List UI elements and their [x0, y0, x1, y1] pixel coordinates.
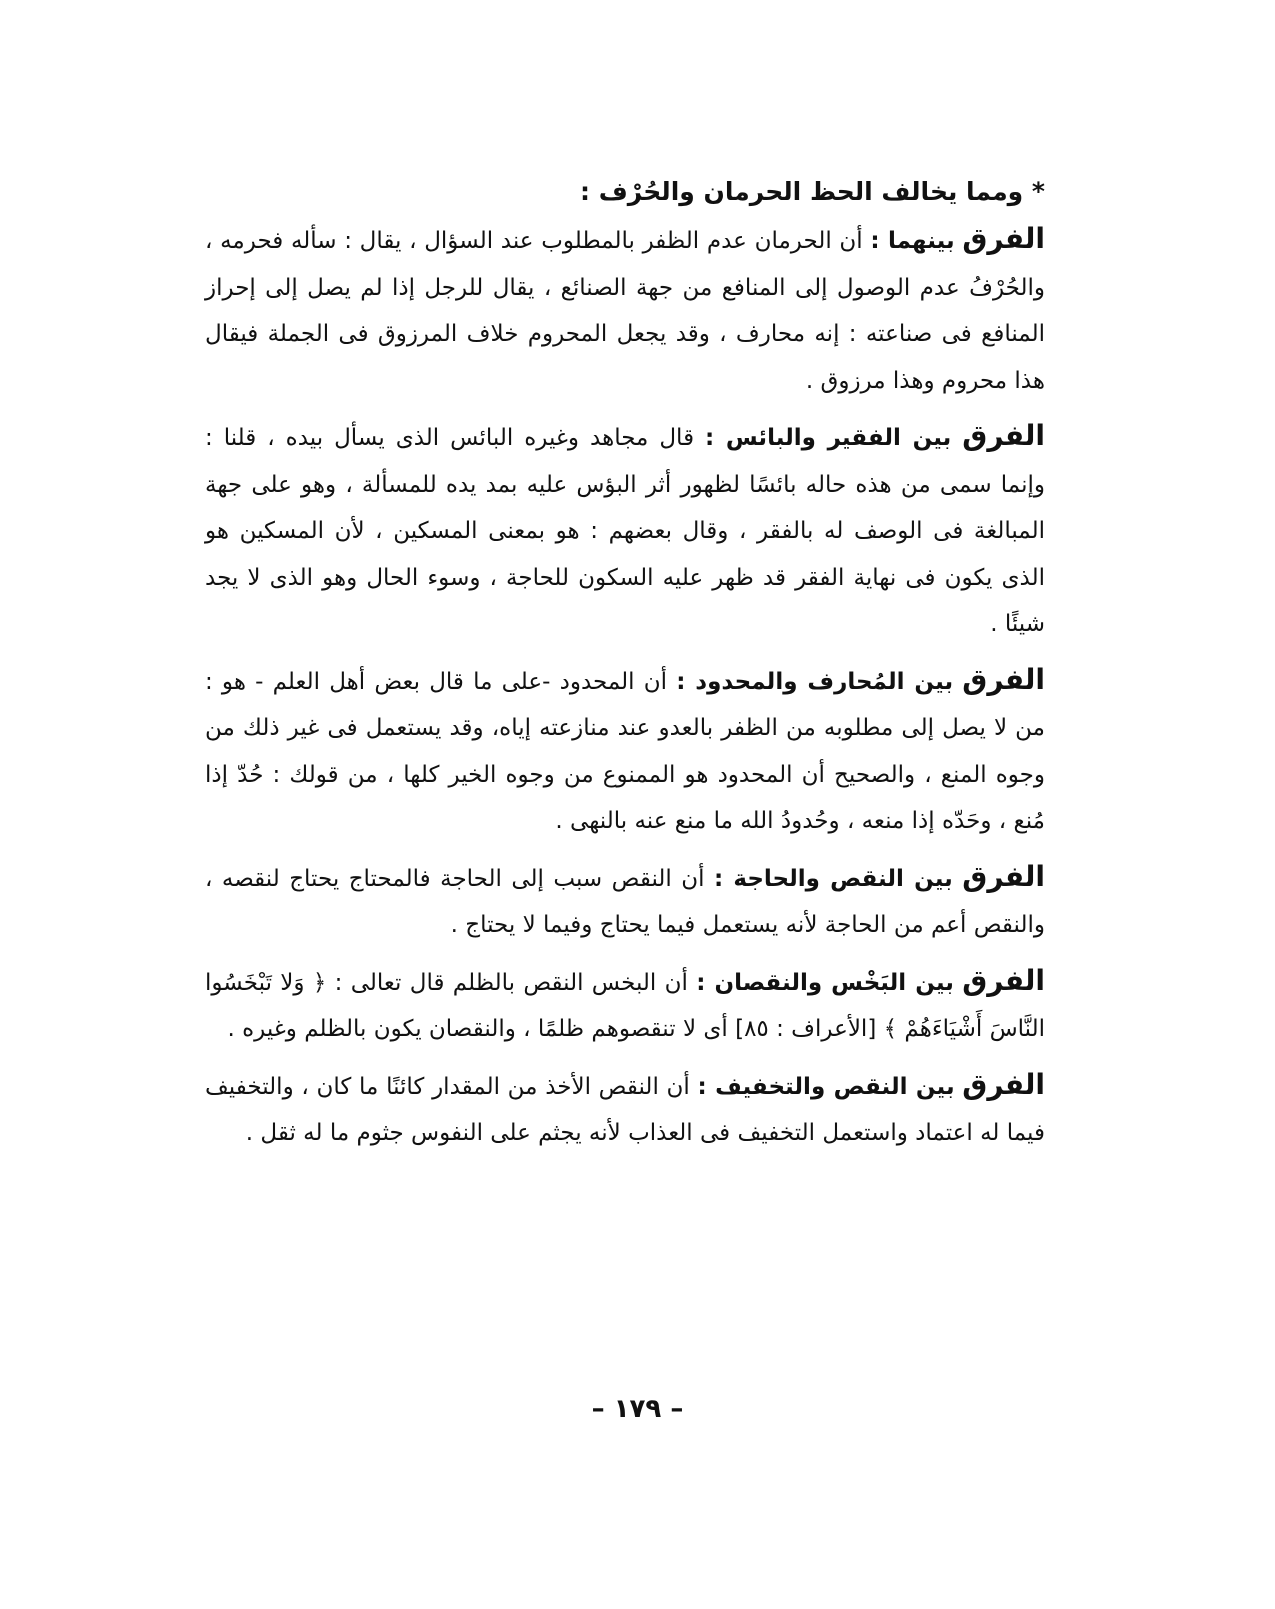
entry-3-text: أن المحدود -على ما قال بعض أهل العلم - هو : من لا يصل إلى مطلوبه من الظفر بالعدو عند منازعته إياه، وقد يستعمل فى غير ذلك من وجوه المنع ، والصحيح أن المحدود هو الممنوع من وجوه الخير كلها ، من قولك : حُدّ إذا مُنع ، وحَدّه إذا منعه ، وحُدودُ الله ما منع عنه بالنهى .	[205, 668, 1045, 834]
entry-3	[205, 657, 1045, 845]
entry-2-lead: بين الفقير والبائس :	[705, 425, 952, 451]
page-number: – ١٧٩ –	[591, 1394, 684, 1424]
entry-6-lead: بين النقص والتخفيف :	[697, 1073, 955, 1100]
entry-6-text: أن النقص الأخذ من المقدار كائنًا ما كان ، والتخفيف فيما له اعتماد واستعمل التخفيف فى العذاب لأنه يجثم على النفوس جثوم ما له ثقل .	[205, 1073, 1045, 1146]
entry-2-text: قال مجاهد وغيره البائس الذى يسأل بيده ، قلنا : وإنما سمى من هذه حاله بائسًا لظهور أثر البؤس عليه بمد يده للمسألة ، وهو على جهة المبالغة فى الوصف له بالفقر ، وقال بعضهم : هو بمعنى المسكين ، لأن المسكين هو الذى يكون فى نهاية الفقر قد ظهر عليه السكون للحاجة ، وسوء الحال وهو الذى لا يجد شيئًا .	[205, 425, 1045, 637]
entry-1-heading: الفرق	[962, 222, 1046, 255]
entry-6	[205, 1062, 1045, 1157]
entry-2-heading: الفرق	[962, 419, 1045, 452]
entry-6-heading: الفرق	[962, 1067, 1046, 1101]
entry-5-lead: بين البَخْس والنقصان :	[696, 969, 954, 996]
entry-5	[205, 958, 1045, 1053]
entry-2	[205, 413, 1045, 648]
entry-1-lead: بينهما :	[870, 228, 955, 254]
entry-1	[205, 216, 1045, 404]
entry-4-lead: بين النقص والحاجة :	[714, 865, 953, 892]
entry-4-text: أن النقص سبب إلى الحاجة فالمحتاج يحتاج لنقصه ، والنقص أعم من الحاجة لأنه يستعمل فيما يحتاج وفيما لا يحتاج .	[205, 865, 1045, 938]
entry-4-heading: الفرق	[962, 859, 1046, 893]
entry-3-heading: الفرق	[962, 662, 1045, 696]
entry-4	[205, 854, 1045, 949]
entry-5-heading: الفرق	[962, 963, 1045, 997]
entry-3-lead: بين المُحارف والمحدود :	[676, 668, 954, 695]
entry-5-text: أن البخس النقص بالظلم قال تعالى : ﴿ وَلا تَبْخَسُوا النَّاسَ أَشْيَاءَهُمْ ﴾ [الأعراف : ٨٥] أى لا تنقصوهم ظلمًا ، والنقصان يكون بالظلم وغيره .	[205, 969, 1045, 1042]
section-title: * ومما يخالف الحظ الحرمان والحُرْف :	[580, 177, 1045, 206]
page-body	[205, 170, 1045, 1166]
entry-1-text: أن الحرمان عدم الظفر بالمطلوب عند السؤال ، يقال : سأله فحرمه ، والحُرْفُ عدم الوصول إلى المنافع من جهة الصنائع ، يقال للرجل إذا لم يصل إلى إحراز المنافع فى صناعته : إنه محارف ، وقد يجعل المحروم خلاف المرزوق فى الجملة فيقال هذا محروم وهذا مرزوق .	[205, 228, 1045, 394]
